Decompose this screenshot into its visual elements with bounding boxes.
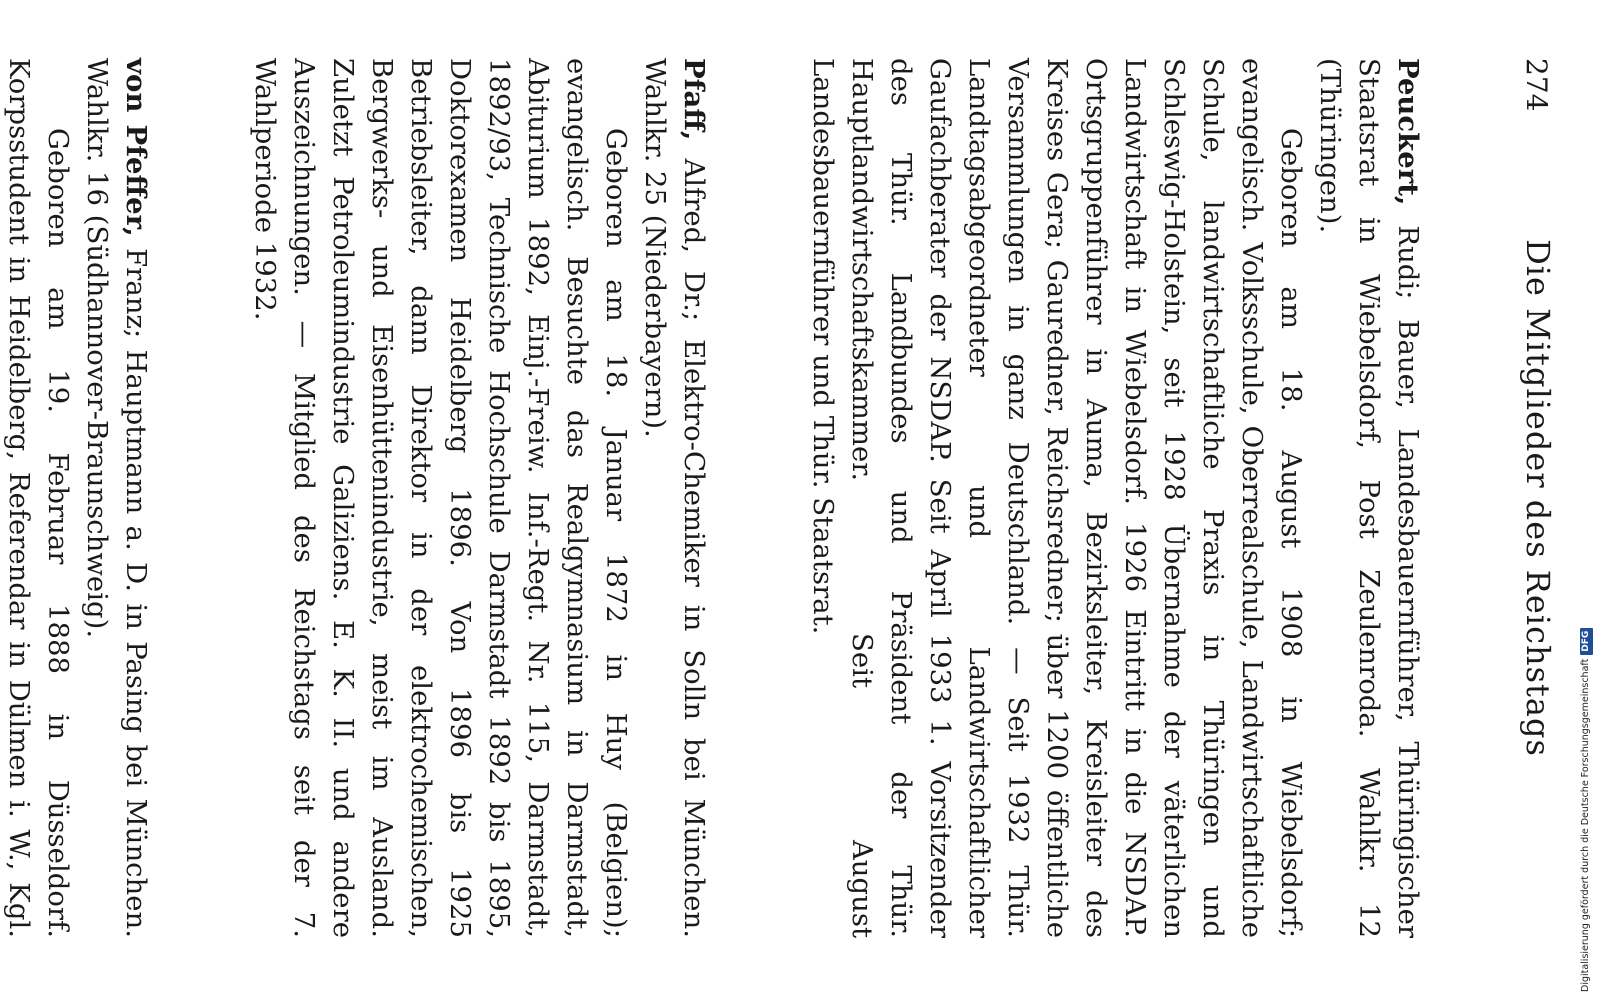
digitization-credit [1578,8,1594,992]
entry-summary: Alfred, Dr.; Elektro-Chemiker in Solln bei München. Wahlkr. 25 (Niederbayern). [639,58,710,939]
page-number: 274 [1520,58,1553,112]
dfg-logo: DFG [1580,628,1593,655]
entry-summary: Rudi; Bauer, Landesbauernführer, Thüringischer Staatsrat in Wiebelsdorf, Post Zeulenroda. Wahlkr. 12 (Thüringen). [1314,58,1424,938]
entry-biography: Geboren am 18. August 1908 in Wiebelsdorf; evangelisch. Volksschule, Oberrealschule, Landwirtschaftliche Schule, landwirtschaftliche Praxis in Thüringen und Schleswig-Holstein, seit 1928 Übernahme der väterlichen Landwirtschaft in Wiebelsdorf. 1926 Eintritt in die NSDAP. Ortsgruppenführer in Auma, Bezirksleiter, Kreisleiter des Kreises Gera; Gauredner, Reichsredner; über 1200 öffentliche Versammlungen in ganz Deutschland. — Seit 1932 Thür. Landtagsabgeordneter und Landwirtschaftlicher Gaufachberater der NSDAP. Seit April 1933 1. Vorsitzender des Thür. Landbundes und Präsident der Thür. Hauptlandwirtschaftskammer. Seit August Landesbauernführer und Thür. Staatsrat. [807,58,1307,938]
entry-biography: Geboren am 19. Februar 1888 in Düsseldorf. Korpsstudent in Heidelberg, Referendar in Dülmen i. W., Kgl. [3,58,74,938]
entry-lead [1310,58,1427,938]
page-header [1497,58,1557,938]
running-title: Die Mitglieder des Reichstags [1519,239,1557,757]
entry-lead [635,58,713,938]
credit-text: Digitalisierung gefördert durch die Deutsche Forschungsgemeinschaft [1580,658,1591,992]
entry-name: Peuckert, [1392,58,1424,206]
entry-lead [77,58,155,938]
entry-summary: Franz; Hauptmann a. D. in Pasing bei München. Wahlkr. 16 (Südhannover-Braunschweig). [81,58,152,938]
biography-entry [803,58,1427,938]
biography-entry [245,58,713,938]
biography-entry [0,58,155,938]
page-body [0,58,1557,938]
entry-biography: Geboren am 18. Januar 1872 in Huy (Belgien); evangelisch. Besuchte das Realgymnasium in Darmstadt, Abiturium 1892, Einj.-Freiw. Inf.-Regt. Nr. 115, Darmstadt, 1892/93, Technische Hochschule Darmstadt 1892 bis 1895, Doktorexamen Heidelberg 1896. Von 1896 bis 1925 Betriebsleiter, dann Direktor in der elektrochemischen, Bergwerks- und Eisenhüttenindustrie, meist im Ausland. Zuletzt Petroleumindustrie Galiziens. E. K. II. und andere Auszeichnungen. — Mitglied des Reichstags seit der 7. Wahlperiode 1932. [249,58,632,938]
entry-name: von Pfeffer, [120,58,152,237]
entry-name: Pfaff, [678,58,710,141]
